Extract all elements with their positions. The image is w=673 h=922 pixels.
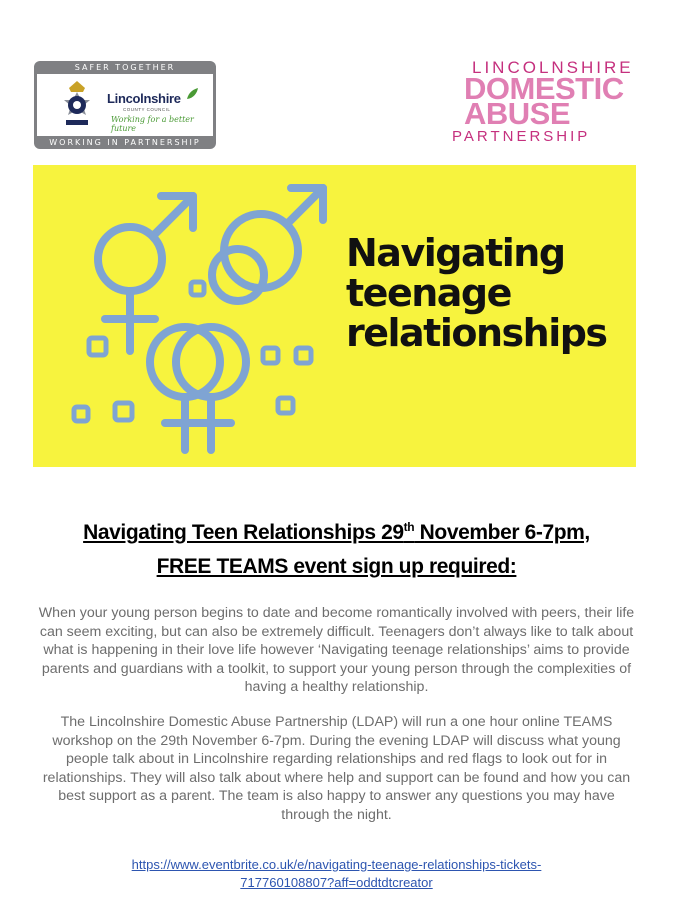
banner-title: [346, 233, 636, 353]
ldap-logo-line1: LINCOLNSHIRE: [472, 58, 634, 77]
council-tagline: Working for a better future: [111, 115, 194, 133]
eventbrite-link-line2[interactable]: 717760108807?aff=oddtdtcreator: [240, 875, 433, 890]
ldap-logo-line4: PARTNERSHIP: [452, 128, 591, 145]
ldap-logo-line2: DOMESTIC: [464, 71, 624, 106]
heading-text: Navigating Teen Relationships 29: [83, 521, 404, 544]
hero-banner: [33, 165, 636, 467]
banner-title-line: Navigating: [346, 231, 565, 275]
banner-title-line: teenage: [346, 271, 511, 315]
heading-text-post: November 6-7pm,: [414, 521, 590, 544]
council-sub: COUNTY COUNCIL: [123, 107, 171, 112]
body-paragraph-2: The Lincolnshire Domestic Abuse Partnership (LDAP) will run a one hour online TEAMS workshop on the 29th November 6-7pm. During the evening LDAP will discuss what young people talk about in Lincolnshire regarding relationships and red flags to look out for in relationships. They will also talk about where help and support can be found and how you can best support as a parent. The team is also happy to answer any questions you may have through the night.: [42, 714, 631, 823]
heading-sup: th: [403, 520, 415, 534]
event-heading-line1: [0, 520, 673, 545]
leaf-icon: [185, 87, 199, 101]
ldap-logo: [440, 58, 640, 148]
police-crest-icon: [57, 78, 97, 130]
banner-title-line: relationships: [346, 311, 607, 355]
body-paragraph-1: When your young person begins to date and become romantically involved with peers, their life can seem exciting, but can also be extremely difficult. Teenagers don’t always like to talk about what is happening in their love life however ‘Navigating teenage relationships’ aims to provide parents and guardians with a toolkit, to support your young person through the complexities of having a healthy relationship.: [38, 605, 635, 695]
eventbrite-link-line1[interactable]: https://www.eventbrite.co.uk/e/navigating-teenage-relationships-tickets-: [131, 857, 542, 872]
logo-inner: [37, 74, 213, 136]
logo-top-band: SAFER TOGETHER: [74, 63, 176, 72]
council-name: Lincolnshire: [107, 91, 181, 106]
event-heading-line2: FREE TEAMS event sign up required:: [156, 555, 517, 578]
logo-bottom-band: WORKING IN PARTNERSHIP: [49, 138, 201, 147]
ldap-logo-line3: ABUSE: [464, 96, 571, 131]
safer-together-logo: [34, 61, 216, 149]
eventbrite-link[interactable]: [0, 856, 673, 892]
